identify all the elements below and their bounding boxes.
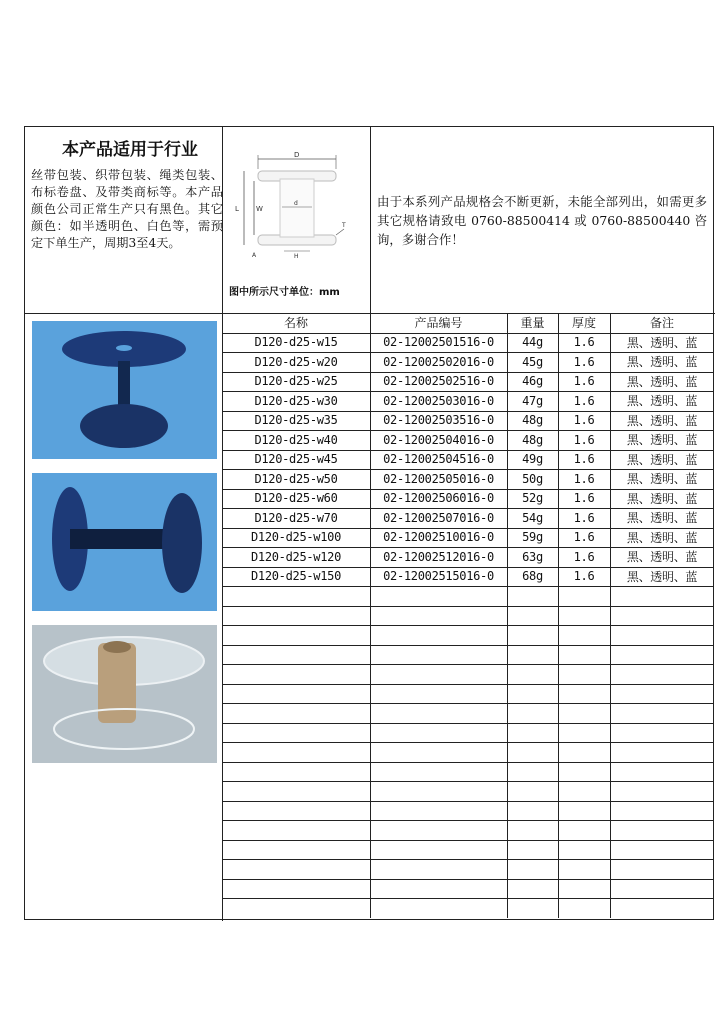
- header-thickness: 厚度: [571, 316, 596, 331]
- empty-cell: [507, 898, 558, 918]
- table-row-empty: [222, 645, 714, 665]
- empty-cell: [558, 645, 610, 665]
- cell-weight: 50g: [522, 471, 543, 486]
- cell-name: D120-d25-w15: [254, 335, 338, 350]
- photo-spool-transparent: [32, 625, 217, 763]
- empty-cell: [610, 879, 714, 899]
- cell-name: D120-d25-w100: [250, 530, 342, 545]
- empty-cell: [507, 664, 558, 684]
- cell-code: 02-12002501516-0: [383, 335, 494, 350]
- empty-cell: [222, 723, 370, 743]
- cell-weight: 45g: [522, 354, 543, 369]
- empty-cell: [370, 664, 507, 684]
- cell-weight: 68g: [522, 569, 543, 584]
- table-row-empty: [222, 664, 714, 684]
- empty-cell: [370, 625, 507, 645]
- table-row: [222, 489, 714, 509]
- table-row-empty: [222, 859, 714, 879]
- cell-weight: 54g: [522, 510, 543, 525]
- cell-thickness: 1.6: [573, 549, 595, 564]
- row-divider: [222, 820, 714, 821]
- table-row-empty: [222, 840, 714, 860]
- cell-thickness: 1.6: [573, 471, 595, 486]
- empty-cell: [222, 762, 370, 782]
- cell-thickness: 1.6: [573, 530, 595, 545]
- empty-cell: [507, 703, 558, 723]
- empty-cell: [610, 801, 714, 821]
- empty-cell: [222, 742, 370, 762]
- empty-cell: [610, 625, 714, 645]
- empty-cell: [558, 684, 610, 704]
- cell-note: 黑、透明、蓝: [626, 413, 698, 428]
- cell-code: 02-12002504016-0: [383, 432, 494, 447]
- cell-note: 黑、透明、蓝: [626, 374, 698, 389]
- empty-cell: [222, 586, 370, 606]
- row-divider: [222, 489, 714, 490]
- cell-code: 02-12002502016-0: [383, 354, 494, 369]
- cell-thickness: 1.6: [573, 413, 595, 428]
- row-divider: [222, 606, 714, 607]
- row-divider: [222, 840, 714, 841]
- row-divider: [222, 586, 714, 587]
- empty-cell: [610, 606, 714, 626]
- label-W: W: [256, 205, 263, 213]
- empty-cell: [370, 703, 507, 723]
- empty-cell: [222, 801, 370, 821]
- update-notice: 由于本系列产品规格会不断更新，未能全部列出，如需更多其它规格请致电 0760-88500414 或 0760-88500440 咨询，多谢合作！: [377, 194, 707, 247]
- label-A: A: [252, 252, 257, 259]
- empty-cell: [222, 879, 370, 899]
- column-divider: [610, 313, 611, 918]
- table-row: [222, 333, 714, 353]
- spool-dimension-diagram: [230, 149, 350, 259]
- cell-code: 02-12002502516-0: [383, 374, 494, 389]
- header-weight: 重量: [520, 316, 545, 331]
- empty-cell: [222, 840, 370, 860]
- empty-cell: [222, 820, 370, 840]
- label-L: L: [235, 205, 239, 213]
- row-divider: [222, 547, 714, 548]
- empty-cell: [507, 684, 558, 704]
- empty-cell: [558, 606, 610, 626]
- empty-cell: [610, 781, 714, 801]
- table-row-empty: [222, 801, 714, 821]
- cell-thickness: 1.6: [573, 491, 595, 506]
- empty-cell: [370, 606, 507, 626]
- empty-cell: [558, 781, 610, 801]
- cell-code: 02-12002512016-0: [383, 549, 494, 564]
- table-row: [222, 430, 714, 450]
- empty-cell: [370, 898, 507, 918]
- empty-cell: [507, 742, 558, 762]
- header-name: 名称: [283, 316, 308, 331]
- empty-cell: [558, 625, 610, 645]
- empty-cell: [610, 723, 714, 743]
- empty-cell: [610, 859, 714, 879]
- row-divider: [222, 391, 714, 392]
- empty-cell: [222, 645, 370, 665]
- row-divider: [222, 684, 714, 685]
- empty-cell: [370, 820, 507, 840]
- empty-cell: [370, 840, 507, 860]
- table-row-empty: [222, 684, 714, 704]
- row-divider: [222, 469, 714, 470]
- empty-cell: [370, 879, 507, 899]
- empty-cell: [370, 859, 507, 879]
- cell-code: 02-12002507016-0: [383, 510, 494, 525]
- cell-weight: 48g: [522, 432, 543, 447]
- table-row-empty: [222, 586, 714, 606]
- table-row: [222, 508, 714, 528]
- empty-cell: [610, 684, 714, 704]
- cell-thickness: 1.6: [573, 335, 595, 350]
- empty-cell: [610, 898, 714, 918]
- empty-cell: [610, 762, 714, 782]
- empty-cell: [370, 762, 507, 782]
- table-header-row: [222, 313, 714, 333]
- empty-cell: [558, 664, 610, 684]
- empty-cell: [222, 859, 370, 879]
- row-divider: [222, 528, 714, 529]
- label-T: T: [342, 222, 346, 229]
- empty-cell: [558, 840, 610, 860]
- cell-name: D120-d25-w20: [254, 354, 338, 369]
- diagram-caption: 图中所示尺寸单位：mm: [229, 287, 340, 298]
- cell-name: D120-d25-w70: [254, 510, 338, 525]
- empty-cell: [370, 781, 507, 801]
- cell-code: 02-12002503016-0: [383, 393, 494, 408]
- cell-name: D120-d25-w60: [254, 491, 338, 506]
- empty-cell: [558, 703, 610, 723]
- empty-cell: [507, 879, 558, 899]
- empty-cell: [222, 664, 370, 684]
- row-divider: [222, 333, 714, 334]
- empty-cell: [610, 645, 714, 665]
- row-divider: [222, 411, 714, 412]
- photo-spool-horizontal: [32, 473, 217, 611]
- cell-name: D120-d25-w120: [250, 549, 342, 564]
- cell-note: 黑、透明、蓝: [626, 550, 698, 565]
- cell-code: 02-12002505016-0: [383, 471, 494, 486]
- cell-note: 黑、透明、蓝: [626, 491, 698, 506]
- empty-cell: [610, 586, 714, 606]
- empty-cell: [222, 684, 370, 704]
- empty-cell: [507, 820, 558, 840]
- cell-note: 黑、透明、蓝: [626, 433, 698, 448]
- intro-title: 本产品适用于行业: [62, 140, 198, 160]
- row-divider: [222, 723, 714, 724]
- cell-code: 02-12002504516-0: [383, 452, 494, 467]
- empty-cell: [222, 606, 370, 626]
- table-row-empty: [222, 703, 714, 723]
- empty-cell: [558, 898, 610, 918]
- table-row: [222, 391, 714, 411]
- empty-cell: [507, 859, 558, 879]
- table-row: [222, 411, 714, 431]
- row-divider: [222, 567, 714, 568]
- empty-cell: [610, 703, 714, 723]
- cell-weight: 44g: [522, 335, 543, 350]
- table-row: [222, 352, 714, 372]
- table-row-empty: [222, 781, 714, 801]
- empty-cell: [370, 586, 507, 606]
- row-divider: [222, 645, 714, 646]
- empty-cell: [558, 742, 610, 762]
- cell-weight: 59g: [522, 530, 543, 545]
- empty-cell: [507, 781, 558, 801]
- table-row: [222, 528, 714, 548]
- table-row: [222, 567, 714, 587]
- header-note: 备注: [649, 316, 674, 331]
- row-divider: [222, 781, 714, 782]
- cell-code: 02-12002503516-0: [383, 413, 494, 428]
- cell-thickness: 1.6: [573, 510, 595, 525]
- row-divider: [222, 879, 714, 880]
- empty-cell: [507, 762, 558, 782]
- empty-cell: [558, 762, 610, 782]
- cell-name: D120-d25-w150: [250, 569, 342, 584]
- row-divider: [222, 859, 714, 860]
- empty-cell: [610, 820, 714, 840]
- table-row-empty: [222, 898, 714, 918]
- cell-weight: 63g: [522, 549, 543, 564]
- table-row-empty: [222, 625, 714, 645]
- cell-name: D120-d25-w25: [254, 374, 338, 389]
- empty-cell: [558, 820, 610, 840]
- row-divider: [222, 372, 714, 373]
- table-row-empty: [222, 723, 714, 743]
- empty-cell: [370, 801, 507, 821]
- empty-cell: [558, 859, 610, 879]
- cell-note: 黑、透明、蓝: [626, 394, 698, 409]
- empty-cell: [610, 840, 714, 860]
- cell-name: D120-d25-w50: [254, 471, 338, 486]
- cell-thickness: 1.6: [573, 374, 595, 389]
- cell-thickness: 1.6: [573, 452, 595, 467]
- table-row: [222, 469, 714, 489]
- table-row-empty: [222, 820, 714, 840]
- empty-cell: [558, 723, 610, 743]
- cell-weight: 48g: [522, 413, 543, 428]
- cell-weight: 52g: [522, 491, 543, 506]
- cell-thickness: 1.6: [573, 432, 595, 447]
- empty-cell: [507, 645, 558, 665]
- cell-code: 02-12002515016-0: [383, 569, 494, 584]
- top-divider-2: [370, 127, 371, 313]
- cell-name: D120-d25-w45: [254, 452, 338, 467]
- empty-cell: [558, 879, 610, 899]
- cell-note: 黑、透明、蓝: [626, 355, 698, 370]
- table-row-empty: [222, 762, 714, 782]
- empty-cell: [507, 801, 558, 821]
- column-divider: [370, 313, 371, 918]
- empty-cell: [507, 625, 558, 645]
- cell-weight: 47g: [522, 393, 543, 408]
- row-divider: [222, 762, 714, 763]
- table-row: [222, 450, 714, 470]
- cell-code: 02-12002510016-0: [383, 530, 494, 545]
- empty-cell: [610, 664, 714, 684]
- empty-cell: [507, 586, 558, 606]
- cell-weight: 46g: [522, 374, 543, 389]
- cell-note: 黑、透明、蓝: [626, 511, 698, 526]
- cell-name: D120-d25-w35: [254, 413, 338, 428]
- table-row-empty: [222, 742, 714, 762]
- row-divider: [222, 430, 714, 431]
- table-row-empty: [222, 606, 714, 626]
- label-d: d: [294, 200, 298, 207]
- empty-cell: [507, 723, 558, 743]
- row-divider: [222, 625, 714, 626]
- header-code: 产品编号: [414, 316, 463, 331]
- cell-note: 黑、透明、蓝: [626, 452, 698, 467]
- row-divider: [222, 450, 714, 451]
- empty-cell: [558, 586, 610, 606]
- row-divider: [222, 352, 714, 353]
- cell-note: 黑、透明、蓝: [626, 472, 698, 487]
- label-H: H: [294, 253, 299, 259]
- cell-thickness: 1.6: [573, 354, 595, 369]
- cell-thickness: 1.6: [573, 569, 595, 584]
- empty-cell: [222, 703, 370, 723]
- intro-text: 丝带包装、织带包装、绳类包装、布标卷盘、及带类商标等。本产品颜色公司正常生产只有黑色。其它颜色：如半透明色、白色等，需预定下单生产，周期3至4天。: [31, 168, 223, 250]
- row-divider: [222, 742, 714, 743]
- cell-note: 黑、透明、蓝: [626, 530, 698, 545]
- cell-name: D120-d25-w40: [254, 432, 338, 447]
- row-divider: [222, 898, 714, 899]
- cell-note: 黑、透明、蓝: [626, 569, 698, 584]
- table-row: [222, 372, 714, 392]
- empty-cell: [222, 781, 370, 801]
- empty-cell: [222, 898, 370, 918]
- cell-thickness: 1.6: [573, 393, 595, 408]
- empty-cell: [370, 742, 507, 762]
- row-divider: [222, 508, 714, 509]
- label-D: D: [294, 151, 300, 159]
- empty-cell: [507, 606, 558, 626]
- column-divider: [507, 313, 508, 918]
- cell-code: 02-12002506016-0: [383, 491, 494, 506]
- empty-cell: [370, 684, 507, 704]
- photo-spool-standing: [32, 321, 217, 459]
- table-row: [222, 547, 714, 567]
- empty-cell: [222, 625, 370, 645]
- row-divider: [222, 664, 714, 665]
- cell-weight: 49g: [522, 452, 543, 467]
- spec-sheet: [24, 126, 714, 920]
- cell-name: D120-d25-w30: [254, 393, 338, 408]
- empty-cell: [507, 840, 558, 860]
- row-divider: [222, 801, 714, 802]
- cell-note: 黑、透明、蓝: [626, 335, 698, 350]
- empty-cell: [558, 801, 610, 821]
- table-row-empty: [222, 879, 714, 899]
- empty-cell: [610, 742, 714, 762]
- empty-cell: [370, 645, 507, 665]
- row-divider: [222, 703, 714, 704]
- column-divider: [558, 313, 559, 918]
- empty-cell: [370, 723, 507, 743]
